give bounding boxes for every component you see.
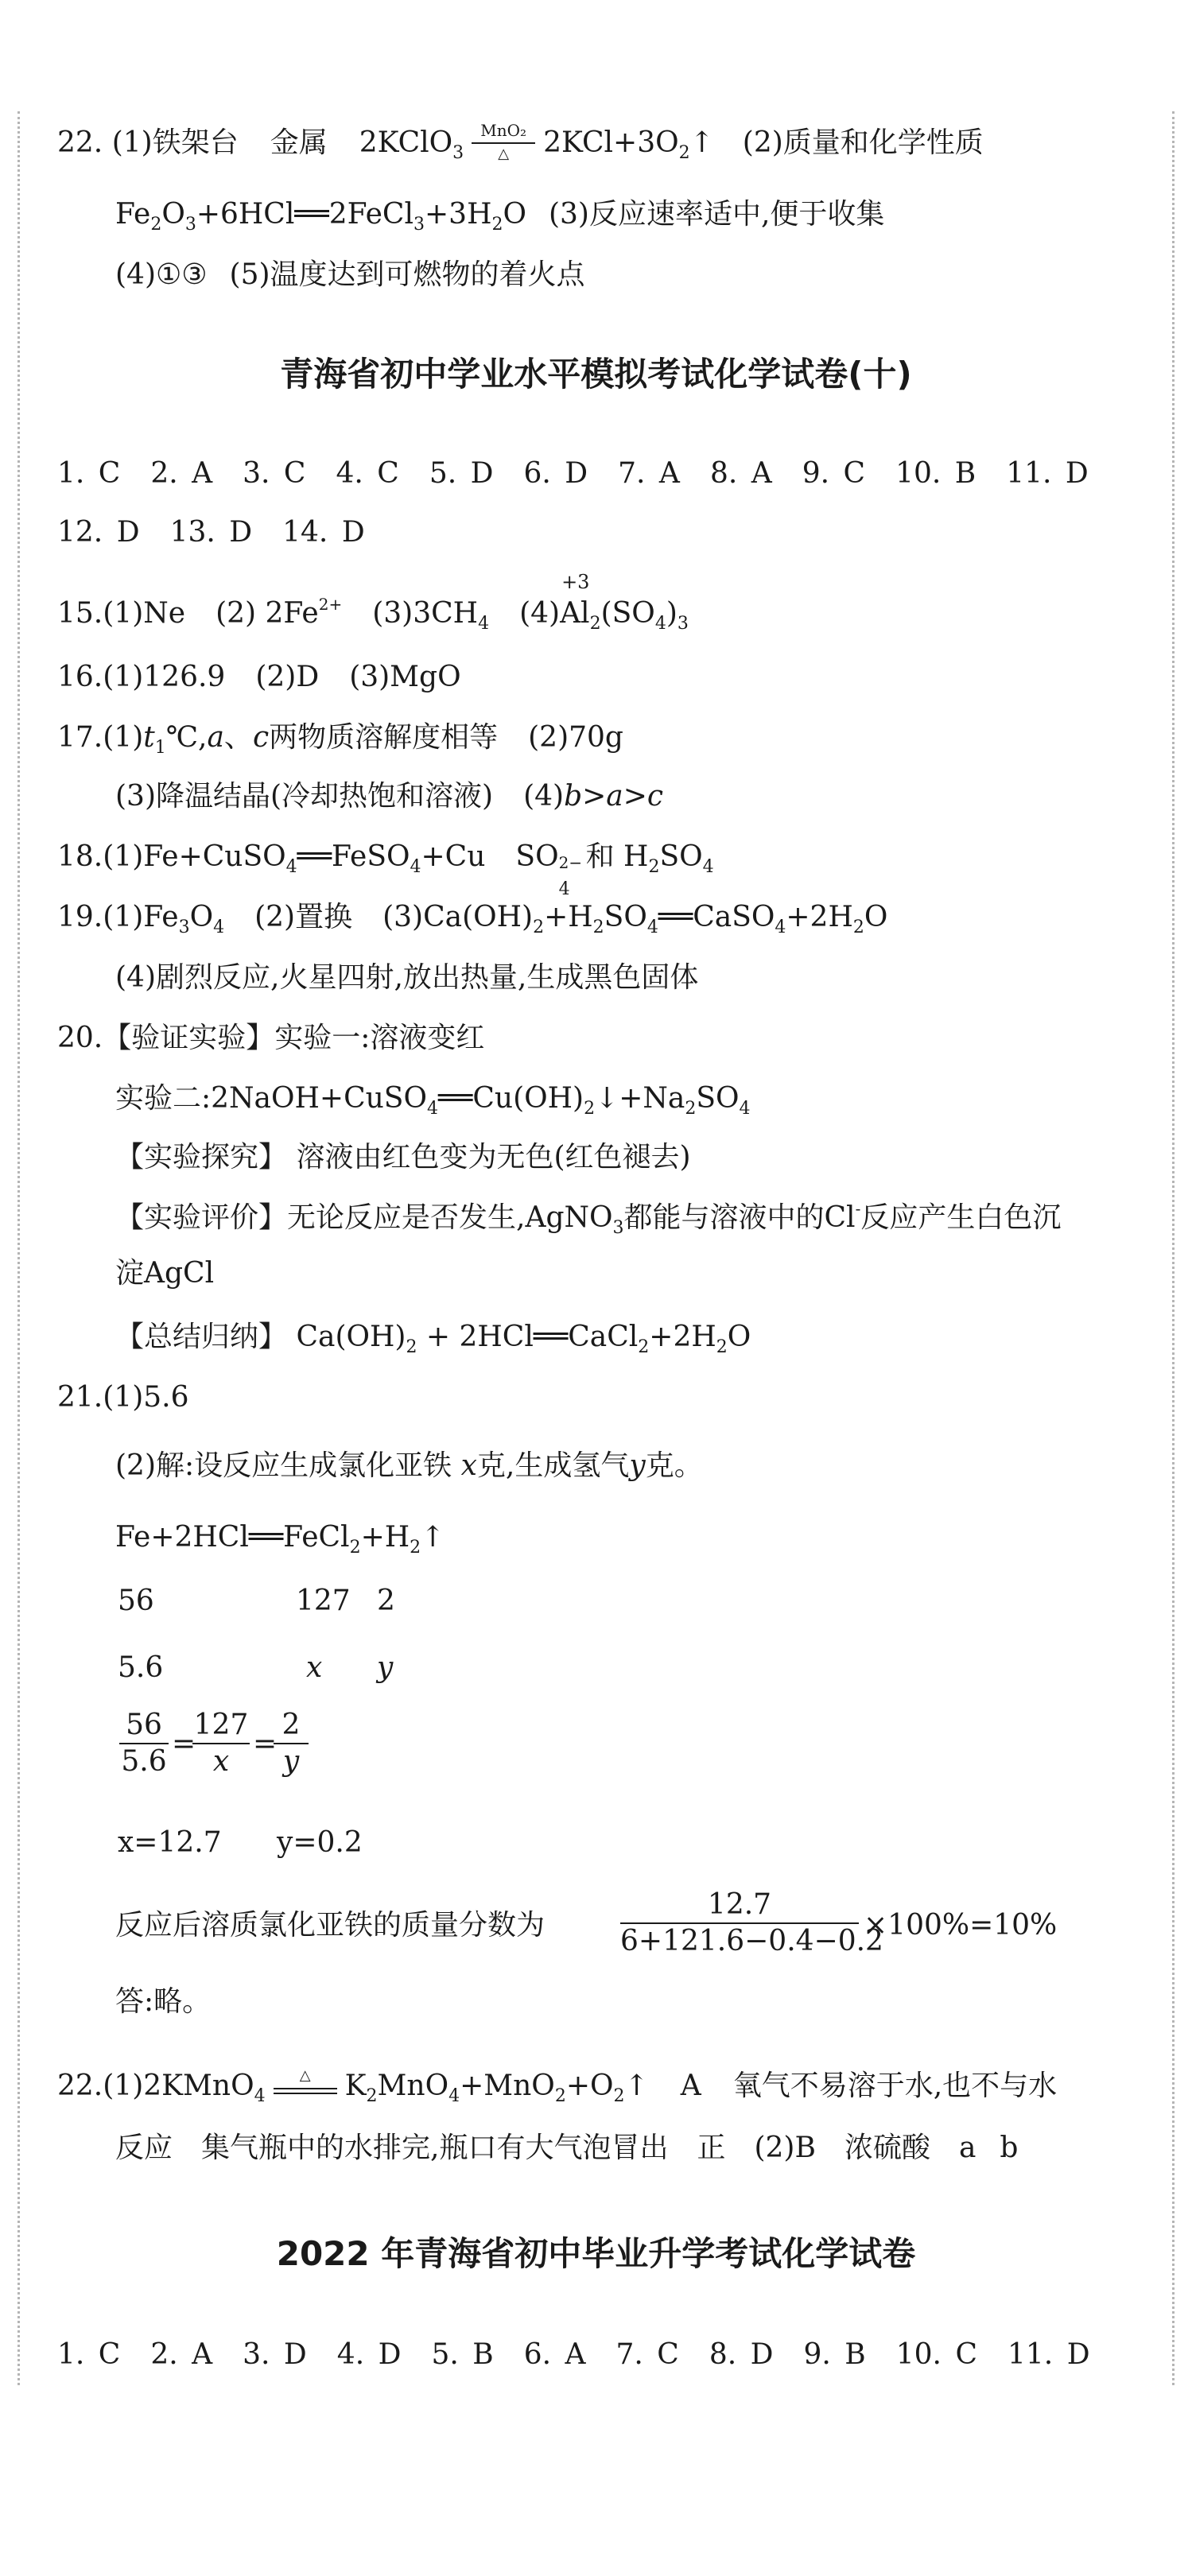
q21-percent-fraction: 12.7 6+121.6−0.4−0.2 <box>620 1888 883 1957</box>
q19-line-2: (4)剧烈反应,火星四射,放出热量,生成黑色固体 <box>115 961 699 994</box>
q21-ratio-row-1a: 56 <box>118 1585 154 1617</box>
q21-ratio-row-1b: 127 <box>296 1585 351 1617</box>
catalyst-condition: MnO₂ △ <box>472 126 535 161</box>
q21-percent-result: ×100%=10% <box>864 1909 1058 1942</box>
q21-answer: 答:略。 <box>115 1985 212 2018</box>
q21-line-1: 21.(1)5.6 <box>57 1381 189 1414</box>
q22-line-1: 22. (1)铁架台 金属 2KClO$_3$ MnO₂ △ $2KCl+3O_2↑$ (2)质量和化学性质 <box>57 121 984 163</box>
q20-line-2: 实验二$:2NaOH+CuSO_4══Cu(OH)_2↓+Na_2SO_4$ <box>115 1082 751 1119</box>
q21-ratio-row-1c: 2 <box>377 1585 395 1617</box>
q21-fraction-2: 127 x <box>193 1709 249 1778</box>
q21-result-y: y=0.2 <box>277 1826 363 1859</box>
section-title-1: 青海省初中学业水平模拟考试化学试卷(十) <box>280 355 912 394</box>
q20-line-5: 淀AgCl <box>115 1257 215 1290</box>
q21-equals-2: = <box>253 1728 278 1760</box>
q21-fraction-1: 56 5.6 <box>119 1709 169 1778</box>
q22b-line-1: 22.(1)2KMnO$_4$ △ $K_2MnO_4+MnO_2+O_2↑$ A 氧气不易溶于水,也不与水 <box>57 2067 1058 2106</box>
q22b-line-2: 反应 集气瓶中的水排完,瓶口有大气泡冒出 正 (2)B 浓硫酸 a b <box>115 2132 1019 2164</box>
q22-line-2: $Fe_2O_3+6HCl══2FeCl_3+3H_2O$ (3)反应速率适中,便于收集 <box>115 198 885 235</box>
q21-ratio-row-2c: y <box>377 1651 394 1684</box>
right-dotted-border <box>1172 111 1175 2385</box>
q21-fraction-3: 2 y <box>274 1709 309 1778</box>
q17-line-1: $17.(1)t_1℃,a$、c两物质溶解度相等 (2)70g <box>57 721 623 758</box>
q21-line-2: (2)解:设反应生成氯化亚铁 x克,生成氢气y克。 <box>115 1449 703 1482</box>
mc-answers-1-row-2: 12. D 13. D 14. D <box>57 516 365 549</box>
q20-line-3: 【实验探究】 溶液由红色变为无色(红色褪去) <box>115 1141 691 1174</box>
q20-line-1: 20.【验证实验】实验一:溶液变红 <box>57 1022 485 1054</box>
mc-answers-1-row-1: 1. C 2. A 3. C 4. C 5. D 6. D 7. A 8. A 9. C 10. B 11. D <box>57 457 1089 490</box>
q18: 18.(1)Fe+CuSO$_4$══FeSO$_4$+Cu SO 2− 4 和 $H_2SO_4$ <box>57 840 714 899</box>
q22-line-3: (4)①③ (5)温度达到可燃物的着火点 <box>115 258 585 291</box>
q20-line-4: 【实验评价】无论反应是否发生,AgNO$_3$都能与溶液中的Cl-反应产生白色沉 <box>115 1199 1062 1238</box>
q20-line-6: 【总结归纳】 $Ca(OH)_2$ + $2HCl══CaCl_2+2H_2O$ <box>115 1321 751 1357</box>
q15: 15.(1)Ne (2) $2Fe^{2+}$ $(3)3CH_4$ (4) +3 $Al_2(SO_4)_3$ <box>57 571 689 634</box>
q21-ratio-row-2a: 5.6 <box>118 1651 164 1684</box>
q21-ratio-row-2b: x <box>306 1651 323 1684</box>
heat-condition: △ <box>274 2069 337 2104</box>
mc-answers-2-row-1: 1. C 2. A 3. D 4. D 5. B 6. A 7. C 8. D 9. B 10. C 11. D <box>57 2338 1090 2371</box>
q19-line-1: $19.(1)Fe_3O_4$ (2)置换 $(3)Ca(OH)_2+H_2SO_4══CaSO_4+2H_2O$ <box>57 901 888 937</box>
q21-result-x: x=12.7 <box>118 1826 222 1859</box>
section-title-2: 2022 年青海省初中毕业升学考试化学试卷 <box>276 2234 916 2273</box>
left-dotted-border <box>17 111 20 2385</box>
q16: 16.(1)126.9 (2)D (3)MgO <box>57 661 461 693</box>
q17-line-2: (3)降温结晶(冷却热饱和溶液) (4)b>a>c <box>115 780 664 813</box>
q21-percent-label: 反应后溶质氯化亚铁的质量分数为 <box>115 1909 546 1942</box>
q21-equation: $Fe+2HCl══FeCl_2+H_2↑$ <box>115 1521 445 1558</box>
q21-equals-1: = <box>172 1728 196 1760</box>
